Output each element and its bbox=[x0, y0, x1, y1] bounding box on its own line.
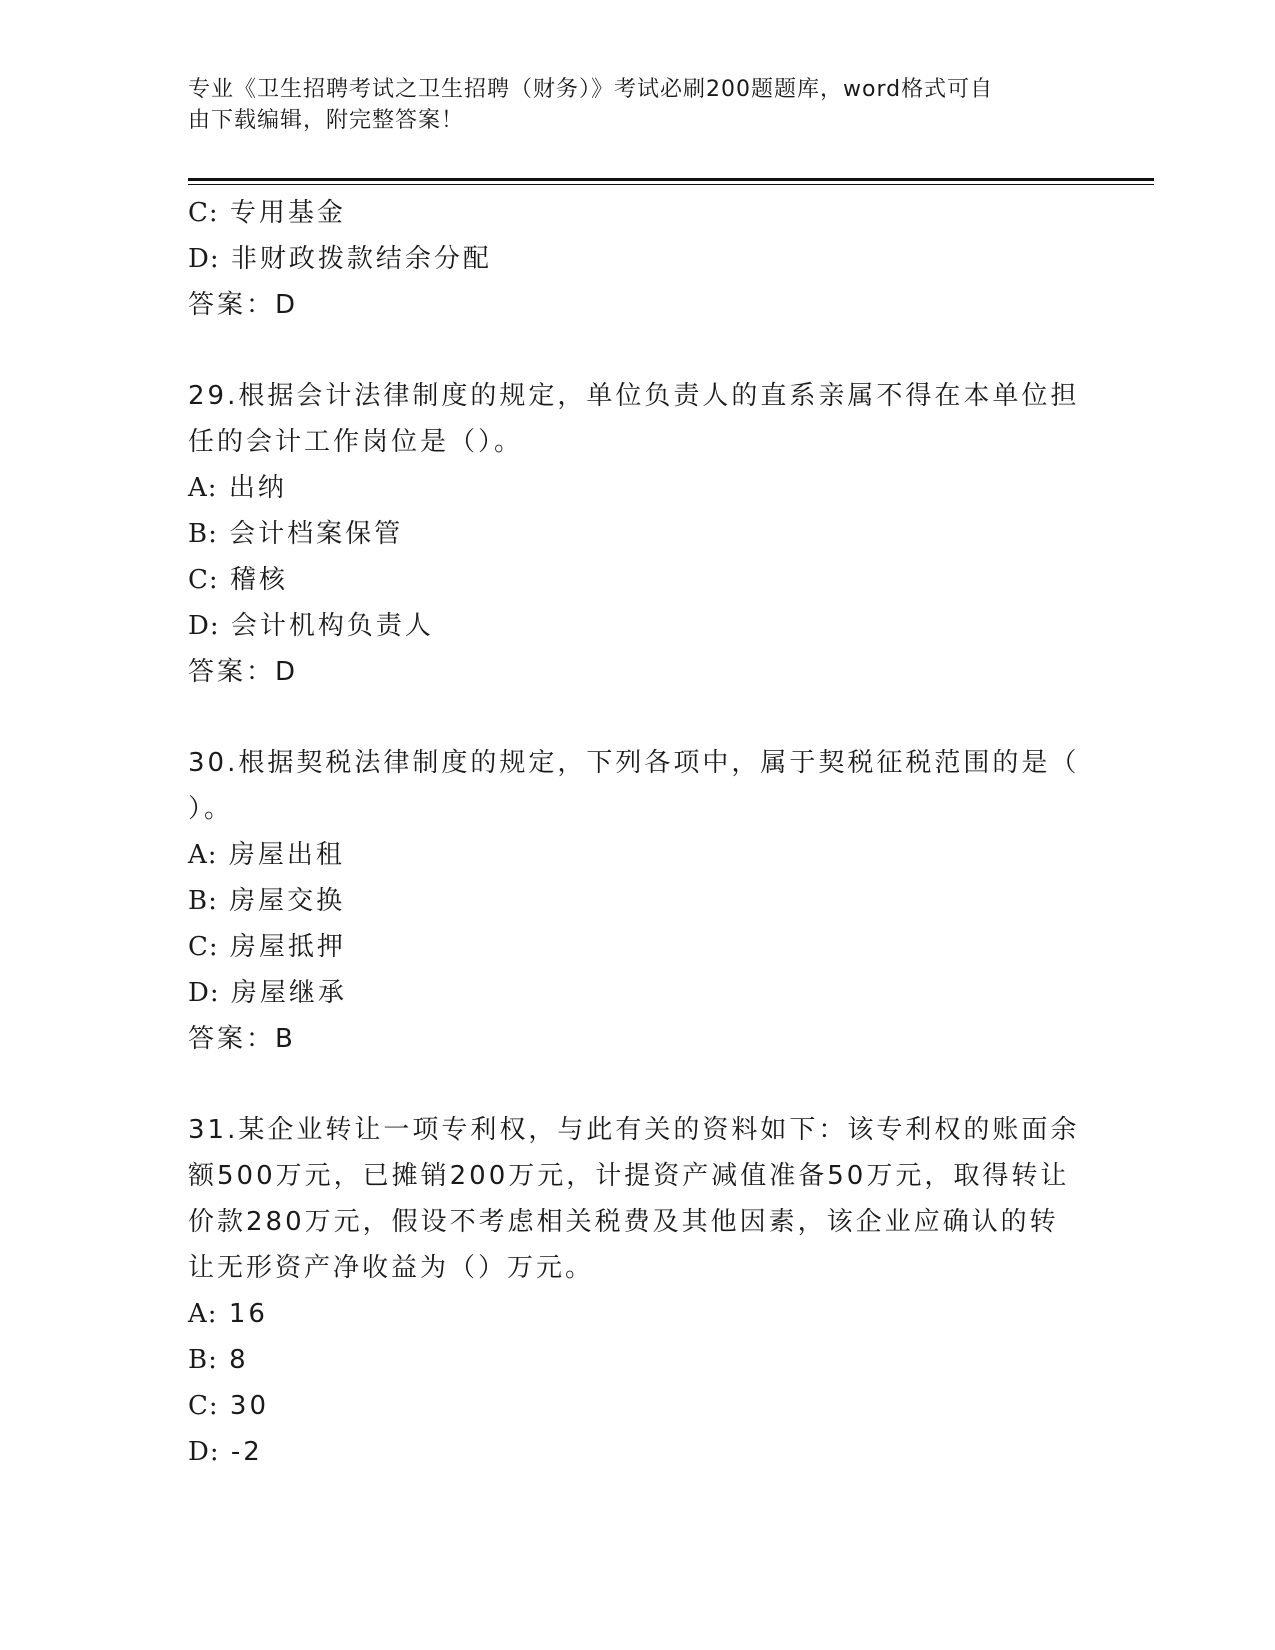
question-text bbox=[188, 740, 1088, 832]
option-a bbox=[188, 465, 1088, 511]
option-text: 非财政拨款结余分配 bbox=[230, 244, 492, 274]
answer-line: 答案：B bbox=[188, 1024, 296, 1054]
question-line: 31.某企业转让一项专利权，与此有关的资料如下：该专利权的账面余 bbox=[188, 1115, 1080, 1145]
header-line-2: 由下载编辑，附完整答案！ bbox=[188, 108, 465, 133]
option-text: 会计档案保管 bbox=[229, 519, 404, 549]
option-label: D: bbox=[188, 611, 220, 641]
option-label: C: bbox=[188, 932, 219, 962]
option-label: C: bbox=[188, 1391, 219, 1421]
question-line: 价款280万元，假设不考虑相关税费及其他因素，该企业应确认的转 bbox=[188, 1207, 1059, 1237]
option-label: A: bbox=[188, 1299, 218, 1329]
document-body bbox=[188, 190, 1088, 1475]
partial-question bbox=[188, 190, 1088, 328]
question-line: 额500万元，已摊销200万元，计提资产减值准备50万元，取得转让 bbox=[188, 1161, 1070, 1191]
question-text bbox=[188, 1107, 1088, 1291]
option-d bbox=[188, 970, 1088, 1016]
option-text: 出纳 bbox=[228, 473, 287, 503]
answer-line: 答案：D bbox=[188, 657, 299, 687]
option-text: 30 bbox=[229, 1391, 270, 1421]
option-label: D: bbox=[188, 978, 220, 1008]
option-d bbox=[188, 603, 1088, 649]
option-d bbox=[188, 236, 1088, 282]
option-label: D: bbox=[188, 1437, 220, 1467]
answer-line: 答案：D bbox=[188, 290, 299, 320]
option-c bbox=[188, 557, 1088, 603]
page-header bbox=[188, 74, 1088, 136]
option-label: B: bbox=[188, 1345, 218, 1375]
question-30 bbox=[188, 740, 1088, 1062]
header-rule-thin bbox=[188, 184, 1154, 185]
option-label: D: bbox=[188, 244, 220, 274]
question-line: 29.根据会计法律制度的规定，单位负责人的直系亲属不得在本单位担 bbox=[188, 381, 1080, 411]
option-b bbox=[188, 878, 1088, 924]
option-text: 房屋出租 bbox=[228, 840, 345, 870]
header-rule-thick bbox=[188, 178, 1154, 181]
option-c bbox=[188, 1383, 1088, 1429]
option-label: A: bbox=[188, 840, 218, 870]
option-a bbox=[188, 1291, 1088, 1337]
option-text: -2 bbox=[230, 1437, 263, 1467]
option-label: A: bbox=[188, 473, 218, 503]
option-text: 房屋继承 bbox=[230, 978, 347, 1008]
option-text: 16 bbox=[228, 1299, 268, 1329]
header-line-1: 专业《卫生招聘考试之卫生招聘（财务）》考试必刷200题题库，word格式可自 bbox=[188, 77, 994, 102]
question-text bbox=[188, 373, 1088, 465]
option-label: C: bbox=[188, 565, 219, 595]
option-a bbox=[188, 832, 1088, 878]
option-text: 房屋交换 bbox=[229, 886, 346, 916]
option-label: B: bbox=[188, 886, 218, 916]
option-text: 8 bbox=[229, 1345, 249, 1375]
option-label: B: bbox=[188, 519, 218, 549]
question-line: 任的会计工作岗位是（）。 bbox=[188, 427, 524, 457]
option-text: 会计机构负责人 bbox=[230, 611, 434, 641]
option-c bbox=[188, 190, 1088, 236]
option-b bbox=[188, 1337, 1088, 1383]
option-c bbox=[188, 924, 1088, 970]
option-label: C: bbox=[188, 198, 219, 228]
question-line: 让无形资产净收益为（）万元。 bbox=[188, 1253, 595, 1283]
question-29 bbox=[188, 373, 1088, 695]
question-line: ）。 bbox=[188, 794, 234, 824]
option-text: 房屋抵押 bbox=[229, 932, 346, 962]
question-line: 30.根据契税法律制度的规定，下列各项中，属于契税征税范围的是（ bbox=[188, 748, 1080, 778]
question-31 bbox=[188, 1107, 1088, 1475]
option-d bbox=[188, 1429, 1088, 1475]
option-text: 专用基金 bbox=[229, 198, 346, 228]
option-text: 稽核 bbox=[229, 565, 288, 595]
option-b bbox=[188, 511, 1088, 557]
